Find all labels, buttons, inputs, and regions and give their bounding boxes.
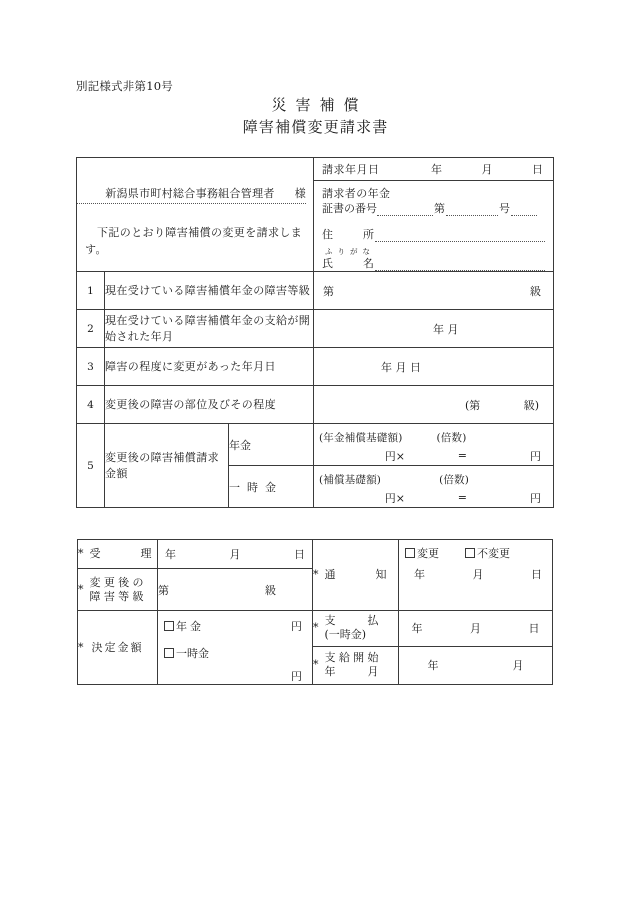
addressee-cell <box>77 158 314 272</box>
document-title <box>0 94 630 138</box>
cert-number-field-c[interactable] <box>511 202 537 216</box>
address-label-char1: 住 <box>322 228 333 241</box>
decided-lump-kind: 一時金 <box>176 647 209 660</box>
pension-cert-label-line1: 請求者の年金 <box>322 187 391 200</box>
payment-label-line2: (一時金) <box>324 628 367 642</box>
payment-year-unit: 年 <box>411 622 423 636</box>
item-value-4[interactable] <box>314 386 554 424</box>
pension-cert-number-row[interactable] <box>322 201 545 216</box>
decided-lump-yen-row <box>158 661 312 684</box>
lump-equals: = <box>457 491 467 504</box>
claim-date-cell[interactable] <box>314 158 554 181</box>
notice-month-unit: 月 <box>472 568 484 581</box>
item-label-1: 現在受けている障害補償年金の障害等級 <box>105 272 314 310</box>
item-value-3[interactable] <box>314 348 554 386</box>
changed-grade-value[interactable] <box>158 569 313 611</box>
notice-no-change-label: 不変更 <box>477 547 510 560</box>
item-number-2: 2 <box>77 310 105 348</box>
decided-lump-yen: 円 <box>291 670 302 683</box>
payment-date-value[interactable] <box>399 611 553 647</box>
change-year-unit: 年 <box>381 360 392 374</box>
pension-multiplier-label: (倍数) <box>436 431 467 444</box>
decided-lump-row[interactable] <box>158 645 312 661</box>
start-date-asterisk: * <box>313 658 319 672</box>
cert-number-field-a[interactable] <box>377 202 433 216</box>
decided-amount-value-cell[interactable] <box>158 611 313 685</box>
receipt-month-unit: 月 <box>229 548 241 562</box>
table-row <box>77 158 554 181</box>
notice-asterisk: * <box>313 568 319 581</box>
new-grade-paren-right: 級) <box>523 398 539 412</box>
changed-grade-label-line2: 障 害 等 級 <box>89 589 144 603</box>
current-grade-kyu: 級 <box>530 284 541 298</box>
checkbox-icon[interactable] <box>164 621 174 631</box>
changed-grade-asterisk: * <box>78 582 84 596</box>
receipt-label: 受 理 <box>89 547 152 561</box>
title-sub: 障害補償変更請求書 <box>242 118 389 136</box>
notice-label: 通 知 <box>324 568 387 581</box>
receipt-day-unit: 日 <box>294 548 305 562</box>
lump-base-label: (補償基礎額) <box>319 473 382 486</box>
applicant-details-cell[interactable] <box>314 181 554 272</box>
checkbox-icon[interactable] <box>164 648 174 658</box>
claim-date-label: 請求年月日 <box>322 163 380 176</box>
notice-value-cell[interactable] <box>399 540 553 611</box>
decided-amount-asterisk: * <box>78 640 84 654</box>
payment-label <box>325 614 379 642</box>
amount-kind-lump-label: 一時金 <box>229 480 283 494</box>
payment-asterisk: * <box>313 621 319 635</box>
pension-yen-times: 円× <box>384 449 405 463</box>
amount-value-pension[interactable] <box>314 424 554 466</box>
start-year-unit: 年 <box>433 322 444 336</box>
changed-grade-dai: 第 <box>158 583 169 597</box>
main-form-table <box>76 157 554 508</box>
changed-grade-label <box>90 576 144 604</box>
checkbox-icon[interactable] <box>405 548 415 558</box>
lump-multiplier-label: (倍数) <box>439 473 470 486</box>
notice-change-label: 変更 <box>417 547 439 560</box>
current-grade-dai: 第 <box>323 284 334 298</box>
start-date-value[interactable] <box>399 646 553 684</box>
claim-date-month-unit: 月 <box>481 163 493 176</box>
name-label-char1: 氏 <box>322 257 333 270</box>
notice-day-unit: 日 <box>531 568 542 581</box>
amount-kind-lump <box>229 466 314 508</box>
claim-date-day-unit: 日 <box>532 163 543 176</box>
start-date-label-cell <box>313 646 399 684</box>
payment-day-unit: 日 <box>528 622 540 636</box>
change-day-unit: 日 <box>410 360 421 374</box>
address-field[interactable] <box>375 228 545 242</box>
table-row <box>78 611 553 647</box>
claim-date-year-unit: 年 <box>431 163 442 176</box>
item-label-5: 変更後の障害補償請求金額 <box>105 424 229 508</box>
start-date-month-unit: 月 <box>512 659 524 673</box>
notice-option-change[interactable] <box>405 545 439 561</box>
name-label <box>322 256 374 271</box>
changed-grade-kyu: 級 <box>265 583 276 597</box>
start-month-unit: 月 <box>447 322 459 336</box>
decided-pension-kind: 年金 <box>176 620 204 633</box>
notice-option-no-change[interactable] <box>465 545 510 561</box>
notice-year-unit: 年 <box>414 568 425 581</box>
item-label-4: 変更後の障害の部位及びその程度 <box>105 386 314 424</box>
receipt-date-value[interactable] <box>158 540 313 569</box>
start-date-label <box>325 651 379 679</box>
decided-amount-label: 決定金額 <box>91 640 144 654</box>
receipt-label-cell <box>78 540 158 569</box>
decided-pension-row[interactable] <box>158 618 312 634</box>
new-grade-paren-left: (第 <box>465 398 481 412</box>
receipt-year-unit: 年 <box>165 548 176 562</box>
change-month-unit: 月 <box>395 360 407 374</box>
addressee-honorific: 様 <box>294 186 306 200</box>
checkbox-icon[interactable] <box>465 548 475 558</box>
addressee-line <box>77 185 306 204</box>
pension-result-yen: 円 <box>530 449 541 463</box>
start-date-label-line1: 支 給 開 始 <box>324 651 379 665</box>
amount-value-lump[interactable] <box>314 466 554 508</box>
official-use-table <box>77 539 553 685</box>
amount-kind-pension <box>229 424 314 466</box>
item-number-4: 4 <box>77 386 105 424</box>
address-row[interactable] <box>322 227 545 242</box>
pension-base-label: (年金補償基礎額) <box>319 431 403 444</box>
pension-equals: = <box>457 449 467 462</box>
table-row <box>77 272 554 310</box>
request-statement: 下記のとおり障害補償の変更を請求します。 <box>85 225 303 256</box>
furigana-label: ふりがな <box>325 247 375 256</box>
start-date-year-unit: 年 <box>427 659 439 673</box>
decided-pension-yen: 円 <box>291 620 302 633</box>
payment-label-cell <box>313 611 399 647</box>
notice-label-cell <box>313 540 399 611</box>
item-label-3: 障害の程度に変更があった年月日 <box>105 348 314 386</box>
name-field[interactable] <box>375 257 545 271</box>
decided-amount-label-cell <box>78 611 158 685</box>
name-row[interactable] <box>322 256 545 271</box>
receipt-asterisk: * <box>78 547 84 561</box>
table-row <box>77 386 554 424</box>
lump-yen-times: 円× <box>384 491 405 505</box>
payment-label-line1: 支 払 <box>324 614 379 628</box>
item-label-2: 現在受けている障害補償年金の支給が開始された年月 <box>105 310 314 348</box>
start-date-label-line2: 年 月 <box>324 665 379 679</box>
payment-month-unit: 月 <box>470 622 481 636</box>
item-number-3: 3 <box>77 348 105 386</box>
table-row <box>77 310 554 348</box>
pension-cert-label-line2: 証書の番号 <box>322 202 377 215</box>
table-row <box>77 424 554 466</box>
changed-grade-label-line1: 変 更 後 の <box>89 575 144 589</box>
item-value-2[interactable] <box>314 310 554 348</box>
address-label <box>322 227 374 242</box>
cert-number-field-b[interactable] <box>446 202 498 216</box>
addressee-organization: 新潟県市町村総合事務組合管理者 <box>105 186 275 200</box>
name-label-char2: 名 <box>363 257 374 270</box>
changed-grade-label-cell <box>78 569 158 611</box>
item-number-5: 5 <box>77 424 105 508</box>
amount-kind-pension-label: 年金 <box>229 438 251 452</box>
cert-dai-label: 第 <box>434 202 445 215</box>
lump-result-yen: 円 <box>530 491 541 505</box>
item-value-1[interactable] <box>314 272 554 310</box>
cert-gou-label: 号 <box>499 202 510 215</box>
title-main: 災害補償 <box>271 96 368 114</box>
table-row <box>78 540 553 569</box>
form-number: 別記様式非第10号 <box>76 79 173 93</box>
table-row <box>77 348 554 386</box>
item-number-1: 1 <box>77 272 105 310</box>
address-label-char2: 所 <box>363 228 374 241</box>
